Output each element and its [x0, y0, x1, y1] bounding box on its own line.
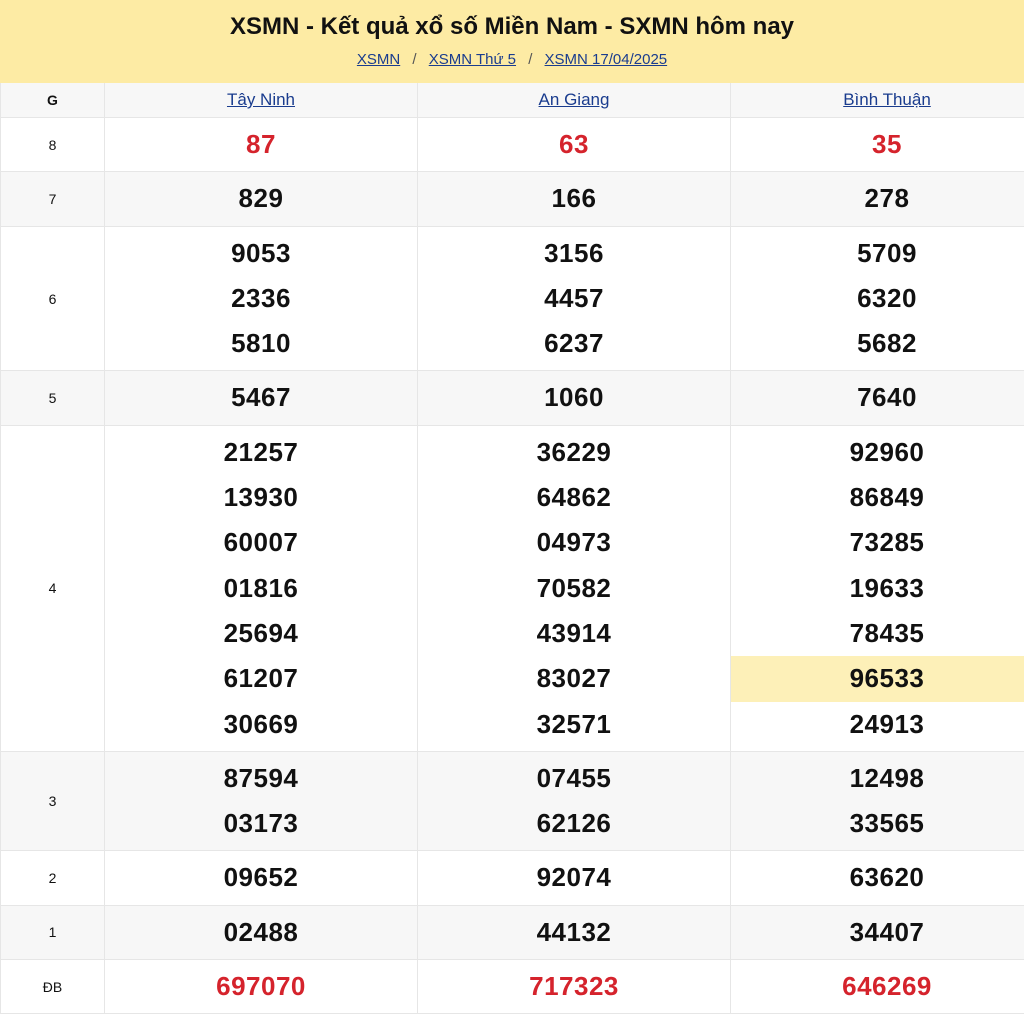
results-table [0, 83, 1024, 1014]
result-cell [731, 118, 1024, 172]
province-link-binh-thuan[interactable]: Bình Thuận [843, 90, 931, 109]
table-row [1, 851, 1024, 905]
result-number: 5682 [731, 321, 1024, 366]
result-number: 5467 [105, 375, 417, 420]
results-body [1, 118, 1024, 1014]
prize-label: ĐB [1, 960, 105, 1014]
table-header-row [1, 83, 1024, 118]
result-number: 92960 [731, 430, 1024, 475]
prize-label: 2 [1, 851, 105, 905]
breadcrumb-xsmn-date[interactable]: XSMN 17/04/2025 [545, 51, 668, 68]
prize-label: 8 [1, 118, 105, 172]
result-number: 21257 [105, 430, 417, 475]
result-number: 02488 [105, 910, 417, 955]
result-number: 92074 [418, 855, 730, 900]
result-number: 83027 [418, 656, 730, 701]
result-number: 30669 [105, 702, 417, 747]
table-row [1, 751, 1024, 851]
prize-label: 7 [1, 172, 105, 226]
result-number: 829 [105, 176, 417, 221]
special-number: 63 [418, 122, 730, 167]
result-number: 4457 [418, 276, 730, 321]
result-cell [105, 172, 418, 226]
table-row [1, 226, 1024, 371]
result-cell [105, 226, 418, 371]
result-cell [105, 118, 418, 172]
result-cell [418, 118, 731, 172]
result-number: 7640 [731, 375, 1024, 420]
table-row [1, 371, 1024, 425]
result-number: 09652 [105, 855, 417, 900]
special-number: 646269 [731, 964, 1024, 1009]
result-cell [418, 371, 731, 425]
result-number: 32571 [418, 702, 730, 747]
special-number: 87 [105, 122, 417, 167]
result-cell [418, 905, 731, 959]
province-link-an-giang[interactable]: An Giang [539, 90, 610, 109]
result-number: 5709 [731, 231, 1024, 276]
result-number: 63620 [731, 855, 1024, 900]
result-number: 1060 [418, 375, 730, 420]
result-number: 70582 [418, 566, 730, 611]
result-cell [418, 172, 731, 226]
result-number: 04973 [418, 520, 730, 565]
prize-label: 3 [1, 751, 105, 851]
page-title: XSMN - Kết quả xổ số Miền Nam - SXMN hôm nay [0, 12, 1024, 42]
result-cell [105, 905, 418, 959]
result-cell [105, 425, 418, 751]
result-number: 34407 [731, 910, 1024, 955]
result-number: 2336 [105, 276, 417, 321]
result-cell [731, 172, 1024, 226]
result-cell [731, 851, 1024, 905]
result-number: 12498 [731, 756, 1024, 801]
province-link-tay-ninh[interactable]: Tây Ninh [227, 90, 295, 109]
result-cell [731, 905, 1024, 959]
result-cell [731, 226, 1024, 371]
table-row [1, 905, 1024, 959]
table-row [1, 425, 1024, 751]
special-number: 697070 [105, 964, 417, 1009]
province-header-tay-ninh [105, 83, 418, 118]
result-number: 9053 [105, 231, 417, 276]
result-cell [418, 960, 731, 1014]
result-number: 44132 [418, 910, 730, 955]
result-number: 43914 [418, 611, 730, 656]
special-number: 717323 [418, 964, 730, 1009]
result-cell [418, 851, 731, 905]
result-number: 19633 [731, 566, 1024, 611]
prize-label: 5 [1, 371, 105, 425]
result-cell [731, 371, 1024, 425]
result-number: 61207 [105, 656, 417, 701]
breadcrumb [0, 50, 1024, 70]
result-number: 278 [731, 176, 1024, 221]
table-row [1, 172, 1024, 226]
breadcrumb-xsmn-thu-5[interactable]: XSMN Thứ 5 [429, 51, 516, 68]
result-number: 01816 [105, 566, 417, 611]
result-number: 166 [418, 176, 730, 221]
result-number: 5810 [105, 321, 417, 366]
result-number: 6320 [731, 276, 1024, 321]
result-number: 13930 [105, 475, 417, 520]
result-cell [418, 751, 731, 851]
result-cell [105, 371, 418, 425]
breadcrumb-separator: / [412, 51, 416, 68]
result-number: 64862 [418, 475, 730, 520]
breadcrumb-xsmn[interactable]: XSMN [357, 51, 400, 68]
result-number: 62126 [418, 801, 730, 846]
result-cell [105, 851, 418, 905]
result-number: 73285 [731, 520, 1024, 565]
result-number: 25694 [105, 611, 417, 656]
result-number: 86849 [731, 475, 1024, 520]
result-number: 24913 [731, 702, 1024, 747]
result-cell [731, 960, 1024, 1014]
table-row [1, 118, 1024, 172]
result-number: 60007 [105, 520, 417, 565]
result-number: 87594 [105, 756, 417, 801]
table-row [1, 960, 1024, 1014]
province-header-binh-thuan [731, 83, 1024, 118]
result-number: 33565 [731, 801, 1024, 846]
prize-column-header: G [1, 83, 105, 118]
province-header-an-giang [418, 83, 731, 118]
result-number: 78435 [731, 611, 1024, 656]
result-cell [105, 751, 418, 851]
result-number: 3156 [418, 231, 730, 276]
prize-label: 1 [1, 905, 105, 959]
prize-label: 4 [1, 425, 105, 751]
result-number: 03173 [105, 801, 417, 846]
result-number: 07455 [418, 756, 730, 801]
result-number: 36229 [418, 430, 730, 475]
special-number: 35 [731, 122, 1024, 167]
prize-label: 6 [1, 226, 105, 371]
result-cell [105, 960, 418, 1014]
result-cell [731, 425, 1024, 751]
result-number: 6237 [418, 321, 730, 366]
result-cell [731, 751, 1024, 851]
result-number: 96533 [731, 656, 1024, 701]
breadcrumb-separator: / [528, 51, 532, 68]
result-cell [418, 226, 731, 371]
result-cell [418, 425, 731, 751]
page-header [0, 0, 1024, 83]
